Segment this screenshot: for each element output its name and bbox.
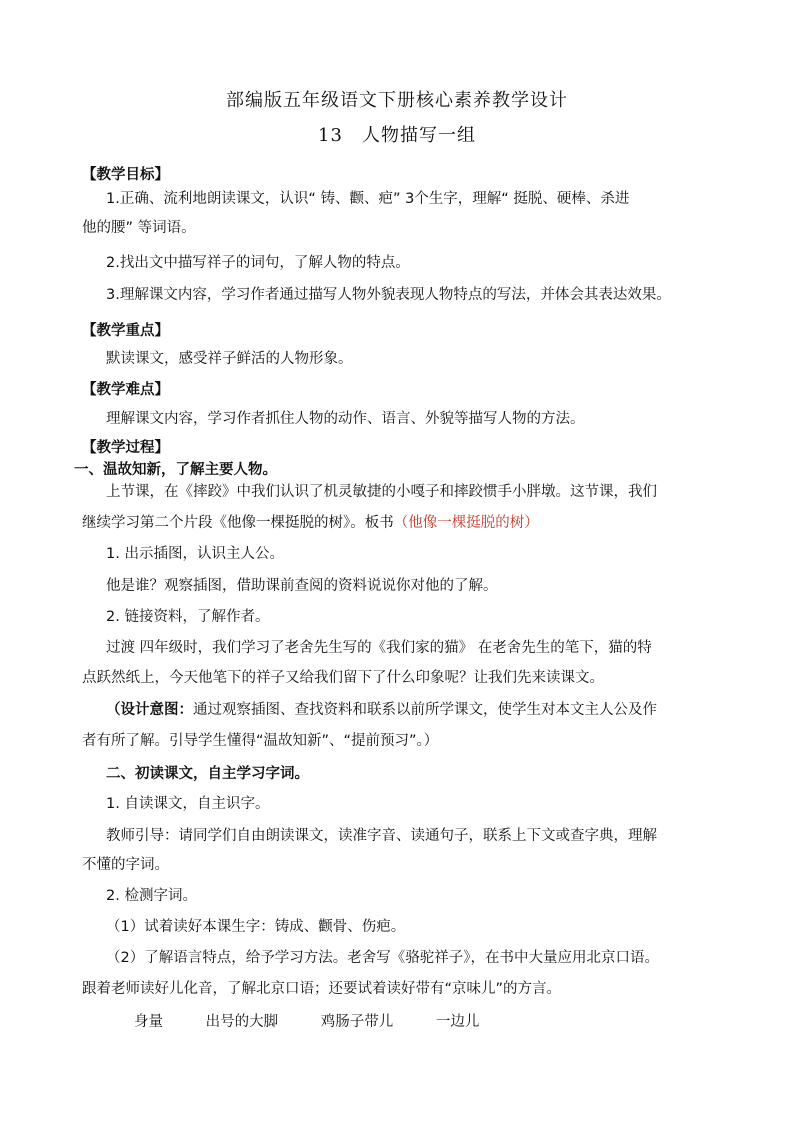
design-intent-line-2: 者有所了解。引导学生懂得“温故知新”、“提前预习”。） xyxy=(82,733,439,749)
dialect-word: 出号的大脚 xyxy=(205,1014,279,1030)
step-2-2-1: （1）试着读好本课生字：铸成、颧骨、伤疤。 xyxy=(106,919,406,935)
step-1-2: 2. 链接资料，了解作者。 xyxy=(106,609,270,625)
process-heading: 【教学过程】 xyxy=(82,440,169,456)
paragraph-1-text: 继续学习第二个片段《他像一棵挺脱的树》。板书 xyxy=(82,515,394,531)
section-2-heading: 二、初读课文，自主学习字词。 xyxy=(106,766,309,782)
objective-3: 3.理解课文内容，学习作者通过描写人物外貌表现人物特点的写法，并体会其表达效果。 xyxy=(106,287,671,303)
dialect-word: 鸡肠子带儿 xyxy=(320,1014,394,1030)
dialect-word: 一边儿 xyxy=(435,1014,480,1030)
paragraph-1-line-2 xyxy=(82,513,722,533)
key-points-heading: 【教学重点】 xyxy=(82,323,169,339)
teacher-guide-line-1: 教师引导：请同学们自由朗读课文，读准字音、读通句子，联系上下文或查字典，理解 xyxy=(106,828,657,844)
objective-1-line-2: 他的腰” 等词语。 xyxy=(82,220,196,236)
step-2-2: 2. 检测字词。 xyxy=(106,888,197,904)
step-1-1-text: 他是谁？观察插图，借助课前查阅的资料说说你对他的了解。 xyxy=(106,578,498,594)
difficulties-heading: 【教学难点】 xyxy=(82,382,169,398)
dialect-word: 身量 xyxy=(134,1014,163,1030)
step-2-2-2-line-2: 跟着老师读好儿化音，了解北京口语；还要试着读好带有“京味儿”的方言。 xyxy=(82,981,562,997)
paragraph-1-line-1: 上节课，在《摔跤》中我们认识了机灵敏捷的小嘎子和摔跤惯手小胖墩。这节课，我们 xyxy=(106,484,657,500)
teacher-guide-line-2: 不懂的字词。 xyxy=(82,857,169,873)
key-points-text: 默读课文，感受祥子鲜活的人物形象。 xyxy=(106,351,353,367)
step-2-2-2-line-1: （2）了解语言特点，给予学习方法。老舍写《骆驼祥子》，在书中大量应用北京口语。 xyxy=(106,950,659,966)
step-1-1: 1. 出示插图，认识主人公。 xyxy=(106,546,284,562)
board-writing: （他像一棵挺脱的树） xyxy=(393,515,539,531)
design-intent-text: 通过观察插图、查找资料和联系以前所学课文，使学生对本文主人公及作 xyxy=(193,702,657,718)
objective-2: 2.找出文中描写祥子的词句，了解人物的特点。 xyxy=(106,255,410,271)
design-intent-label: （设计意图： xyxy=(106,702,193,718)
dialect-word-list xyxy=(134,1012,774,1032)
difficulties-text: 理解课文内容，学习作者抓住人物的动作、语言、外貌等描写人物的方法。 xyxy=(106,411,585,427)
objective-1-line-1: 1.正确、流利地朗读课文，认识“ 铸、颧、疤” 3个生字，理解“ 挺脱、硬棒、杀进 xyxy=(106,191,630,207)
design-intent-line-1 xyxy=(106,700,746,720)
objectives-heading: 【教学目标】 xyxy=(82,167,169,183)
document-title: 部编版五年级语文下册核心素养教学设计 xyxy=(226,90,568,111)
transition-line-1: 过渡 四年级时，我们学习了老舍先生写的《我们家的猫》 在老舍先生的笔下，猫的特 xyxy=(106,640,652,656)
step-2-1: 1. 自读课文，自主识字。 xyxy=(106,796,270,812)
lesson-title: 13 人物描写一组 xyxy=(318,125,476,146)
section-1-heading: 一、温故知新，了解主要人物。 xyxy=(74,462,277,478)
transition-line-2: 点跃然纸上，今天他笔下的祥子又给我们留下了什么印象呢？让我们先来读课文。 xyxy=(82,670,604,686)
